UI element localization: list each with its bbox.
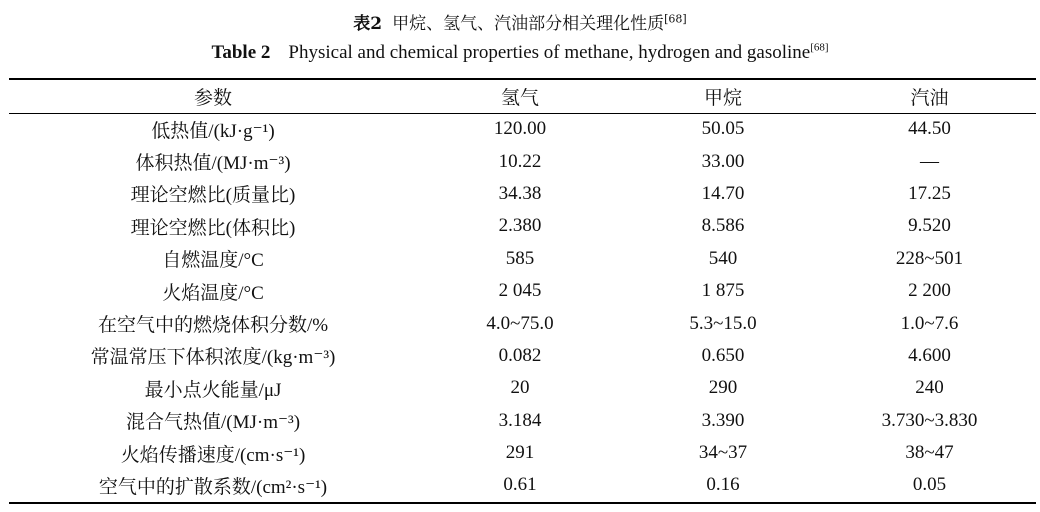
cell-methane: 5.3~15.0 [689, 312, 757, 334]
cell-param: 低热值/(kJ·g⁻¹) [151, 120, 275, 142]
cell-hydrogen: 10.22 [498, 150, 542, 172]
table-row [9, 178, 1036, 210]
cell-hydrogen: 2 045 [498, 280, 542, 302]
header-methane: 甲烷 [703, 88, 742, 109]
header-row [9, 80, 1036, 113]
table-bottom-rule [9, 502, 1036, 504]
table-row [9, 275, 1036, 307]
cell-param: 混合气热值/(MJ·m⁻³) [125, 412, 301, 434]
cell-gasoline: 9.520 [908, 215, 951, 237]
header-hydrogen: 氢气 [500, 88, 539, 109]
cell-gasoline: 0.05 [912, 474, 947, 496]
caption-title-en: Physical and chemical properties of methane, hydrogen and gasoline [288, 42, 811, 63]
cell-gasoline: 3.730~3.830 [881, 409, 978, 431]
table-row [9, 469, 1036, 501]
cell-param: 空气中的扩散系数/(cm²·s⁻¹) [98, 476, 328, 498]
cell-methane: 34~37 [698, 442, 748, 464]
table-row [9, 437, 1036, 469]
cell-param: 火焰温度/°C [162, 282, 264, 304]
caption-reference-cn: [68] [664, 12, 687, 26]
table-row [9, 243, 1036, 275]
cell-param: 理论空燃比(质量比) [130, 185, 296, 207]
cell-gasoline: 228~501 [895, 247, 964, 269]
cell-gasoline: 17.25 [908, 182, 951, 204]
cell-hydrogen: 3.184 [498, 409, 542, 431]
cell-methane: 0.16 [706, 474, 740, 496]
header-gasoline: 汽油 [910, 88, 949, 109]
cell-param: 体积热值/(MJ·m⁻³) [135, 153, 291, 175]
cell-hydrogen: 0.082 [498, 344, 542, 366]
cell-methane: 14.70 [701, 182, 745, 204]
cell-methane: 50.05 [701, 118, 745, 140]
cell-gasoline: 2 200 [908, 280, 951, 302]
caption-title-cn: 甲烷、氢气、汽油部分相关理化性质 [392, 14, 665, 34]
cell-hydrogen: 34.38 [498, 182, 542, 204]
cell-methane: 3.390 [701, 409, 745, 431]
cell-param: 火焰传播速度/(cm·s⁻¹) [120, 444, 306, 466]
header-parameter: 参数 [193, 88, 232, 109]
cell-param: 理论空燃比(体积比) [130, 217, 296, 239]
cell-methane: 540 [708, 247, 738, 269]
table-row [9, 405, 1036, 437]
table-row [9, 113, 1036, 145]
cell-hydrogen: 4.0~75.0 [486, 312, 554, 334]
cell-gasoline: 1.0~7.6 [900, 312, 959, 334]
cell-gasoline: 38~47 [905, 442, 954, 464]
cell-methane: 33.00 [701, 150, 745, 172]
cell-hydrogen: 291 [505, 442, 535, 464]
cell-param: 最小点火能量/μJ [144, 379, 282, 401]
cell-hydrogen: 120.00 [493, 118, 547, 140]
table-body [9, 113, 1036, 502]
table-row [9, 145, 1036, 177]
cell-gasoline: 240 [915, 377, 944, 399]
table-caption-chinese [0, 9, 1040, 34]
cell-methane: 1 875 [701, 280, 745, 302]
table-number-en: Table 2 [211, 42, 271, 63]
table-row [9, 210, 1036, 242]
cell-param: 自燃温度/°C [162, 250, 264, 272]
table-caption-english [0, 42, 1040, 64]
cell-param: 常温常压下体积浓度/(kg·m⁻³) [90, 347, 336, 369]
cell-param: 在空气中的燃烧体积分数/% [97, 315, 329, 337]
cell-methane: 0.650 [701, 344, 745, 366]
cell-gasoline: — [920, 150, 939, 172]
caption-reference-en: [68] [810, 41, 829, 54]
cell-gasoline: 44.50 [908, 118, 951, 140]
cell-hydrogen: 585 [505, 247, 535, 269]
cell-methane: 290 [708, 377, 738, 399]
table-row [9, 307, 1036, 339]
cell-gasoline: 4.600 [908, 344, 951, 366]
cell-methane: 8.586 [701, 215, 745, 237]
properties-table [9, 80, 1036, 502]
cell-hydrogen: 2.380 [498, 215, 542, 237]
table-row [9, 340, 1036, 372]
table-row [9, 372, 1036, 404]
table-number-cn: 表2 [353, 14, 383, 34]
cell-hydrogen: 0.61 [503, 474, 537, 496]
cell-hydrogen: 20 [510, 377, 530, 399]
